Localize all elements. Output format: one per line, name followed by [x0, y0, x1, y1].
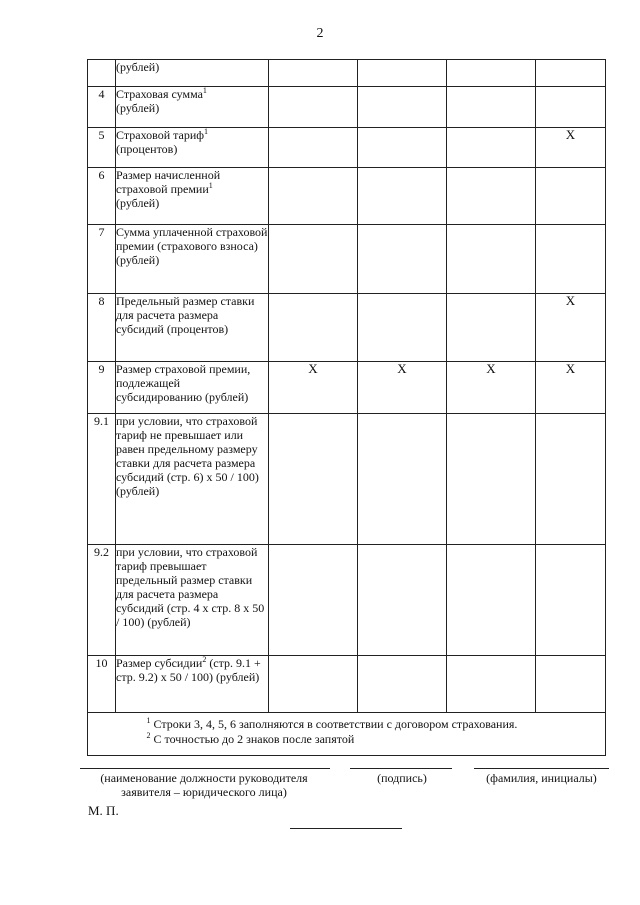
value-cell: [358, 87, 447, 128]
value-cell: [269, 60, 358, 87]
value-cell: [536, 225, 606, 294]
row-number: 9: [88, 362, 116, 414]
not-applicable-mark: X: [565, 293, 576, 308]
table-row: [88, 87, 606, 128]
footnote-1: $^1$ Строки 3, 4, 5, 6 заполняются в соответствии с договором страхования.: [146, 716, 518, 731]
value-cell: [447, 225, 536, 294]
not-applicable-mark: X: [397, 361, 407, 376]
stamp-place: М. П.: [88, 803, 119, 818]
value-cell: [358, 656, 447, 713]
name-caption: (фамилия, инициалы): [486, 771, 597, 785]
row-label: Предельный размер ставки для расчета размера субсидий (процентов): [116, 294, 269, 362]
table-row: [88, 362, 606, 414]
value-cell: [536, 128, 606, 168]
date-line: [290, 828, 402, 829]
table-row: [88, 128, 606, 168]
value-cell: [269, 87, 358, 128]
value-cell: [447, 294, 536, 362]
value-cell: [358, 225, 447, 294]
row-label: Размер страховой премии, подлежащей субсидированию (рублей): [116, 362, 269, 414]
value-cell: [358, 545, 447, 656]
row-number: 10: [88, 656, 116, 713]
footnote-ref: 2: [202, 655, 207, 664]
value-cell: [358, 128, 447, 168]
value-cell: [358, 60, 447, 87]
value-cell: [269, 128, 358, 168]
value-cell: [447, 60, 536, 87]
position-caption: (наименование должности руководителя заявителя – юридического лица): [100, 771, 308, 799]
value-cell: [536, 656, 606, 713]
value-cell: [269, 294, 358, 362]
row-number: 4: [88, 87, 116, 128]
value-cell: [269, 168, 358, 225]
row-number: 5: [88, 128, 116, 168]
row-label: при условии, что страховой тариф превышает предельный размер ставки для расчета размера субсидий (стр. 4 х стр. 8 х 50 / 100) (рублей): [116, 545, 269, 656]
value-cell: [536, 87, 606, 128]
value-cell: [447, 128, 536, 168]
value-cell: [536, 545, 606, 656]
table-row: [88, 60, 606, 87]
value-cell: [536, 168, 606, 225]
table-row: [88, 414, 606, 545]
value-cell: [269, 362, 358, 414]
value-cell: [358, 362, 447, 414]
row-label: Страховой тариф$^1$ (процентов): [116, 128, 269, 168]
row-label: Размер начисленной страховой премии$^1$ (рублей): [116, 168, 269, 225]
name-line: [474, 768, 609, 769]
footnote-ref: 1: [204, 127, 209, 136]
row-label: Размер субсидии$^2$ (стр. 9.1 + стр. 9.2) х 50 / 100) (рублей): [116, 656, 269, 713]
row-label: (рублей): [116, 60, 269, 87]
value-cell: [447, 414, 536, 545]
footnote-ref: 1: [202, 86, 207, 95]
page-number: 2: [316, 26, 324, 41]
footnote-ref: 1: [208, 181, 213, 190]
row-number: 9.2: [88, 545, 116, 656]
value-cell: [447, 545, 536, 656]
value-cell: [536, 362, 606, 414]
row-number: 7: [88, 225, 116, 294]
table-row: [88, 656, 606, 713]
not-applicable-mark: X: [486, 361, 496, 376]
value-cell: [536, 60, 606, 87]
value-cell: [269, 225, 358, 294]
value-cell: [447, 168, 536, 225]
position-line: [80, 768, 330, 769]
value-cell: [447, 362, 536, 414]
row-label: Сумма уплаченной страховой премии (страхового взноса) (рублей): [116, 225, 269, 294]
table-row: [88, 545, 606, 656]
row-label: Страховая сумма$^1$ (рублей): [116, 87, 269, 128]
value-cell: [269, 414, 358, 545]
value-cell: [358, 414, 447, 545]
footnotes-row: [88, 713, 606, 756]
footnote-2: $^2$ С точностью до 2 знаков после запятой: [146, 731, 355, 746]
row-number: [88, 60, 116, 87]
row-number: 8: [88, 294, 116, 362]
signature-caption: (подпись): [377, 771, 427, 785]
not-applicable-mark: X: [308, 361, 318, 376]
not-applicable-mark: X: [565, 361, 576, 376]
value-cell: [269, 545, 358, 656]
value-cell: [358, 168, 447, 225]
table-row: [88, 168, 606, 225]
value-cell: [536, 294, 606, 362]
value-cell: [269, 656, 358, 713]
signature-line: [350, 768, 452, 769]
value-cell: [447, 87, 536, 128]
value-cell: [447, 656, 536, 713]
row-number: 9.1: [88, 414, 116, 545]
table-row: [88, 294, 606, 362]
value-cell: [358, 294, 447, 362]
row-number: 6: [88, 168, 116, 225]
table-row: [88, 225, 606, 294]
row-label: при условии, что страховой тариф не превышает или равен предельному размеру ставки для расчета размера субсидий (стр. 6) х 50 / 100) (рублей): [116, 414, 269, 545]
subsidy-calculation-table: [87, 59, 606, 756]
not-applicable-mark: X: [565, 127, 576, 142]
value-cell: [536, 414, 606, 545]
